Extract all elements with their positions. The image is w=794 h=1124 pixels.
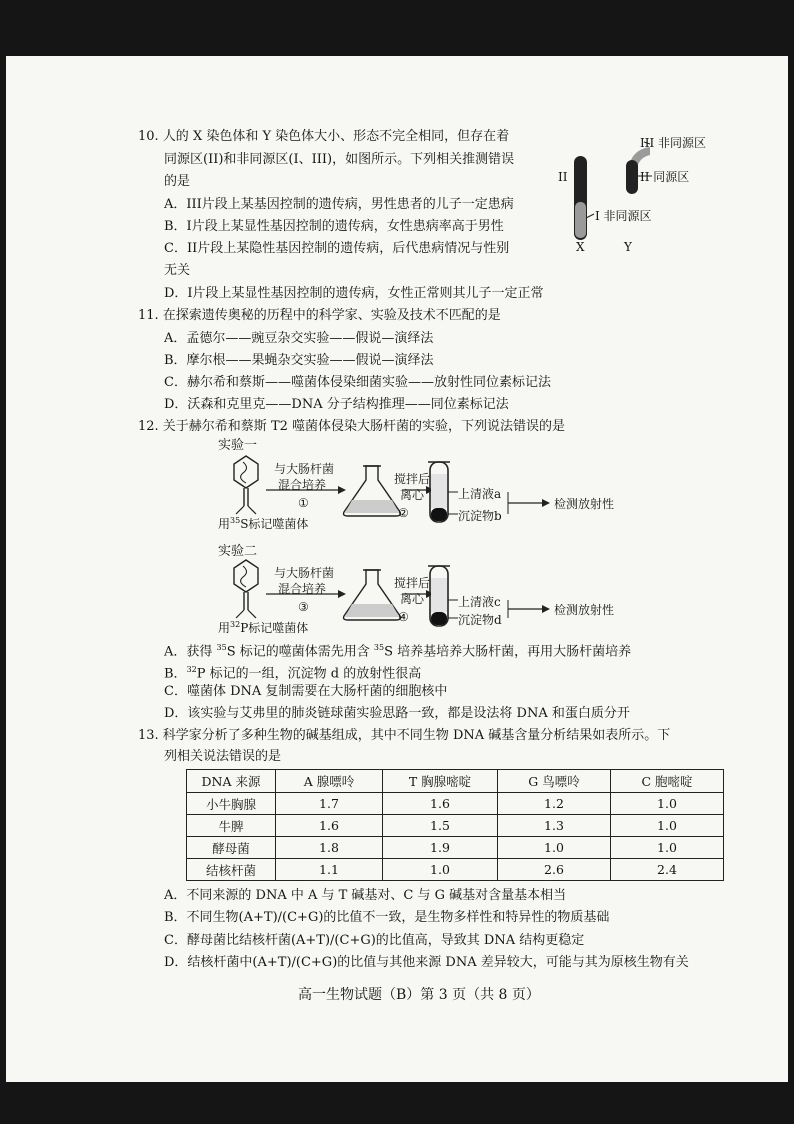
label-y: Y: [624, 240, 632, 254]
exp2-mix-line2: 混合培养: [278, 582, 327, 596]
table-cell: 1.9: [383, 837, 498, 859]
exp2-supernatant: 上清液c: [458, 595, 501, 609]
table-row: [187, 859, 724, 881]
q11-option-b: B．摩尔根——果蝇杂交实验——假说—演绎法: [164, 353, 434, 368]
q12-stem: 12. 关于赫尔希和蔡斯 T2 噬菌体侵染大肠杆菌的实验，下列说法错误的是: [138, 419, 566, 434]
table-header-cell: DNA 来源: [187, 770, 276, 793]
table-cell: 1.0: [611, 815, 724, 837]
q10-option-c: C．II片段上某隐性基因控制的遗传病，后代患病情况与性别: [164, 241, 510, 256]
exp1-stir-line1: 搅拌后: [394, 472, 431, 486]
q12-option-d: D．该实验与艾弗里的肺炎链球菌实验思路一致，都是设法将 DNA 和蛋白质分开: [164, 706, 630, 721]
table-cell: 1.6: [276, 815, 383, 837]
q13-option-c: C．酵母菌比结核杆菌(A+T)/(C+G)的比值高，导致其 DNA 结构更稳定: [164, 933, 585, 948]
table-cell: 1.2: [498, 793, 611, 815]
table-header-cell: A 腺嘌呤: [276, 770, 383, 793]
exp1-mix-line1: 与大肠杆菌: [274, 462, 335, 476]
q12-option-b: B．$^{32}$P 标记的一组，沉淀物 d 的放射性很高: [164, 665, 422, 682]
q11-option-d: D．沃森和克里克——DNA 分子结构推理——同位素标记法: [164, 397, 509, 412]
table-cell: 1.7: [276, 793, 383, 815]
table-cell: 1.0: [383, 859, 498, 881]
q12-option-a: A．获得 $^{35}$S 标记的噬菌体需先用含 $^{35}$S 培养基培养大肠杆菌，再用大肠杆菌培养: [164, 643, 632, 660]
exp1-mix-line2: 混合培养: [278, 478, 327, 492]
phage-head-icon: [234, 560, 258, 592]
q13-option-d: D．结核杆菌中(A+T)/(C+G)的比值与其他来源 DNA 差异较大，可能与其为原核生物有关: [164, 955, 689, 970]
exp1-stir-line2: 离心: [400, 488, 425, 502]
label-ii-homologous: II 同源区: [640, 170, 690, 184]
table-cell: 1.1: [276, 859, 383, 881]
q10-option-a: A．III片段上某基因控制的遗传病，男性患者的儿子一定患病: [164, 197, 514, 212]
table-cell: 1.0: [611, 837, 724, 859]
table-header-cell: T 胸腺嘧啶: [383, 770, 498, 793]
q11-option-a: A．孟德尔——豌豆杂交实验——假说—演绎法: [164, 331, 434, 346]
q13-stem-line1: 13. 科学家分析了多种生物的碱基组成，其中不同生物 DNA 碱基含量分析结果如表所示。下: [138, 728, 671, 743]
exp1-pellet: 沉淀物b: [458, 509, 502, 523]
q11-option-c: C．赫尔希和蔡斯——噬菌体侵染细菌实验——放射性同位素标记法: [164, 375, 551, 390]
q11-stem: 11. 在探索遗传奥秘的历程中的科学家、实验及技术不匹配的是: [138, 308, 501, 323]
table-cell: 1.8: [276, 837, 383, 859]
exp1-title: 实验一: [218, 438, 258, 453]
exp2-title: 实验二: [218, 544, 258, 559]
y-chromosome: [626, 160, 638, 194]
exp2-detect: 检测放射性: [554, 603, 615, 617]
exp2-pellet: 沉淀物d: [458, 613, 502, 627]
table-cell: 小牛胸腺: [187, 793, 276, 815]
table-header-cell: C 胞嘧啶: [611, 770, 724, 793]
exp2-stir-line1: 搅拌后: [394, 576, 431, 590]
q12-option-c: C．噬菌体 DNA 复制需要在大肠杆菌的细胞核中: [164, 684, 448, 699]
table-row: [187, 793, 724, 815]
exp2-stir-line2: 离心: [400, 592, 425, 606]
table-cell: 2.6: [498, 859, 611, 881]
table-header-cell: G 鸟嘌呤: [498, 770, 611, 793]
label-ii: II: [558, 170, 568, 184]
exp1-supernatant: 上清液a: [458, 487, 502, 501]
q13-option-b: B．不同生物(A+T)/(C+G)的比值不一致，是生物多样性和特异性的物质基础: [164, 910, 610, 925]
exp2-step1: ③: [298, 600, 309, 614]
exp2-mix-line1: 与大肠杆菌: [274, 566, 335, 580]
table-cell: 1.0: [611, 793, 724, 815]
table-row: [187, 837, 724, 859]
table-header-row: [187, 770, 724, 793]
page-footer: 高一生物试题（B）第 3 页（共 8 页）: [298, 987, 540, 1003]
exp2-phage-label: 用$^{32}$P标记噬菌体: [218, 620, 309, 635]
q10-option-c-cont: 无关: [164, 263, 191, 278]
x-nonhomologous-region: [575, 202, 586, 238]
q10-option-b: B．I片段上某显性基因控制的遗传病，女性患病率高于男性: [164, 219, 504, 234]
phage-head-icon: [234, 456, 258, 488]
q13-option-a: A．不同来源的 DNA 中 A 与 T 碱基对、C 与 G 碱基对含量基本相当: [164, 888, 567, 903]
table-cell: 2.4: [611, 859, 724, 881]
q10-option-d: D．I片段上某显性基因控制的遗传病，女性正常则其儿子一定正常: [164, 286, 544, 301]
dna-base-table: [186, 769, 724, 881]
table-cell: 酵母菌: [187, 837, 276, 859]
table-cell: 1.5: [383, 815, 498, 837]
exp1-step1: ①: [298, 496, 309, 510]
q10-stem-line3: 的是: [164, 174, 191, 189]
label-iii-nonhomologous: III 非同源区: [640, 136, 707, 150]
q10-stem-line1: 10. 人的 X 染色体和 Y 染色体大小、形态不完全相同，但存在着: [138, 129, 510, 144]
table-row: [187, 815, 724, 837]
table-cell: 1.0: [498, 837, 611, 859]
label-x: X: [576, 240, 585, 254]
table-cell: 结核杆菌: [187, 859, 276, 881]
q13-stem-line2: 列相关说法错误的是: [164, 749, 282, 764]
table-cell: 牛脾: [187, 815, 276, 837]
q10-stem-line2: 同源区(II)和非同源区(I、III)，如图所示。下列相关推测错误: [164, 152, 515, 167]
exp1-detect: 检测放射性: [554, 497, 615, 511]
table-cell: 1.6: [383, 793, 498, 815]
table-cell: 1.3: [498, 815, 611, 837]
exp2-step2: ④: [398, 610, 409, 624]
label-i-nonhomologous: I 非同源区: [595, 209, 652, 223]
exp1-phage-label: 用$^{35}$S标记噬菌体: [218, 516, 309, 531]
exp1-step2: ②: [398, 506, 409, 520]
